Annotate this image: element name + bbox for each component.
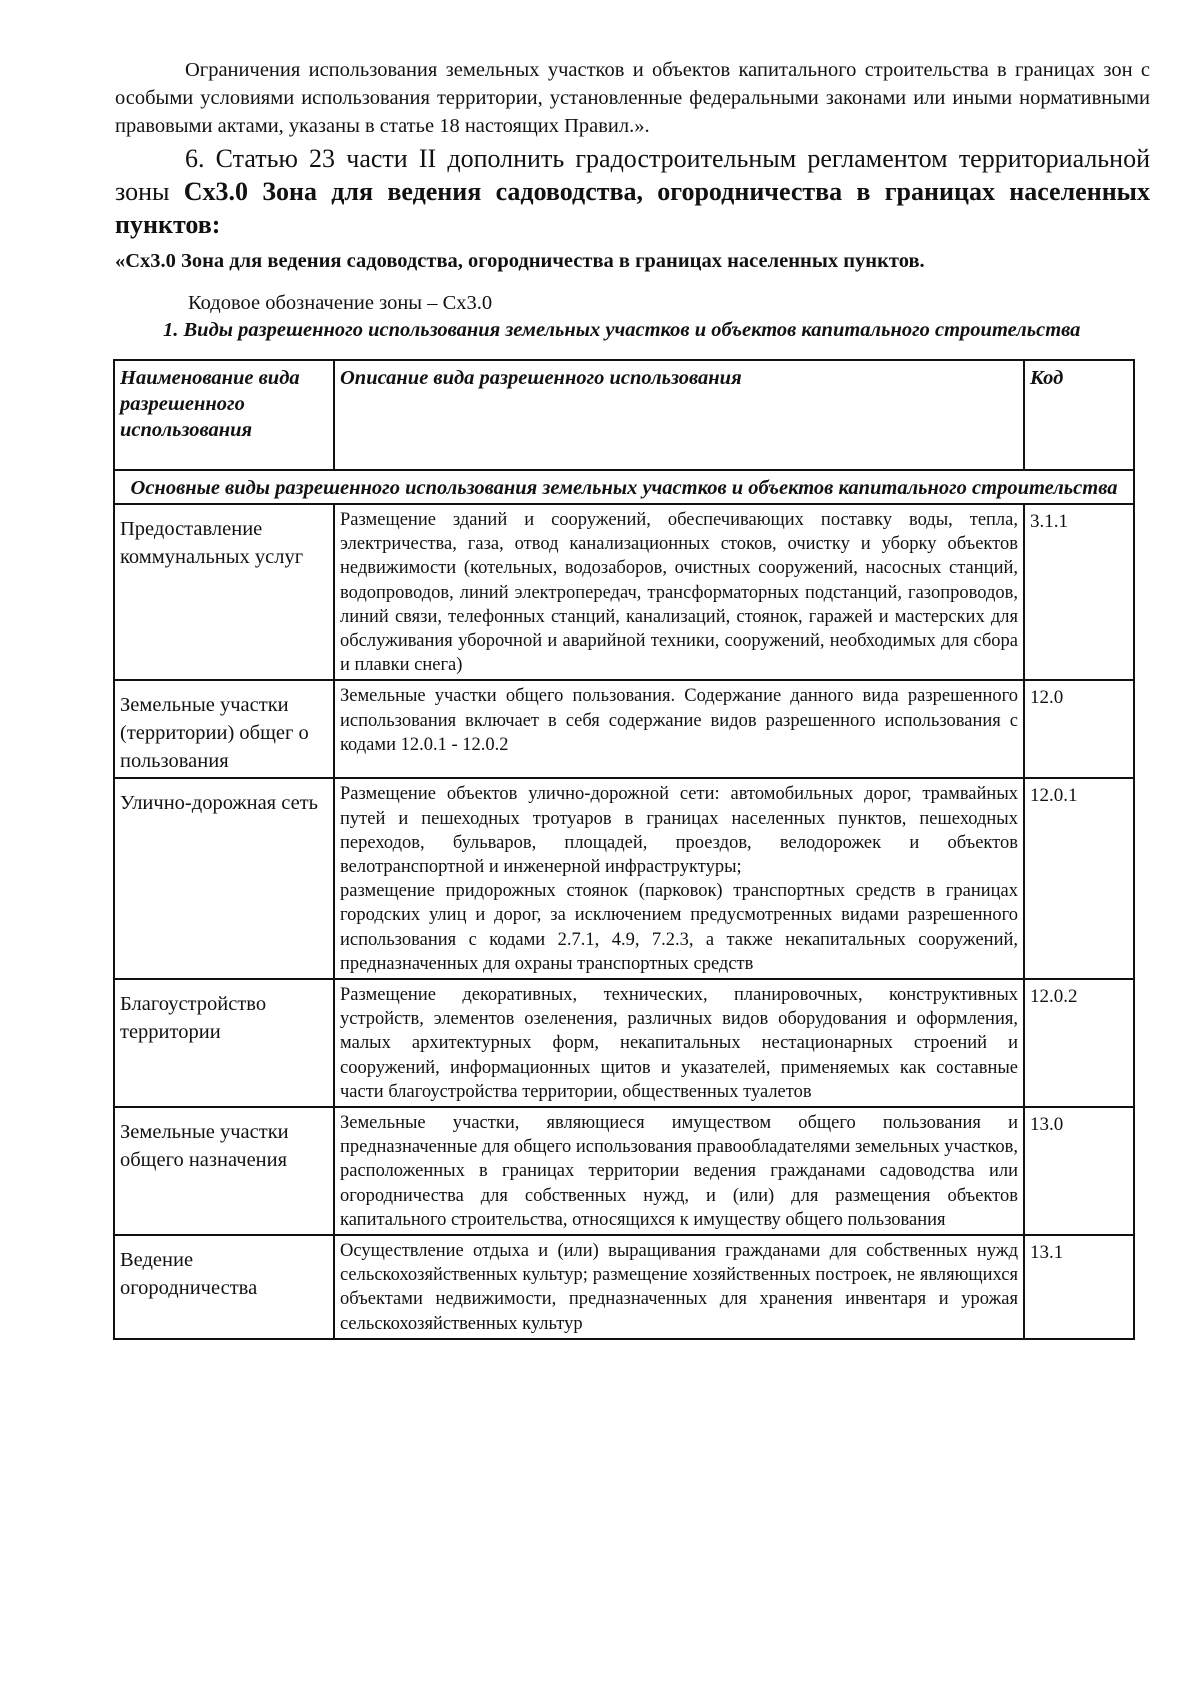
row-code: 13.0 bbox=[1024, 1107, 1134, 1235]
permitted-use-table bbox=[113, 359, 1135, 1340]
row-code: 12.0.1 bbox=[1024, 778, 1134, 979]
table-header-row bbox=[114, 360, 1134, 470]
row-description: Земельные участки общего пользования. Содержание данного вида разрешенного использования включает в себя содержание видов разрешенного использования с кодами 12.0.1 - 12.0.2 bbox=[334, 680, 1024, 778]
row-description: Земельные участки, являющиеся имуществом общего пользования и предназначенные для общего использования правообладателями земельных участков, расположенных в границах территории ведения гражданами садоводства или огородничества для собственных нужд, и (или) для размещения объектов капитального строительства, относящихся к имуществу общего пользования bbox=[334, 1107, 1024, 1235]
section-title: 1. Виды разрешенного использования земельных участков и объектов капитального строительства bbox=[163, 319, 1081, 341]
header-code: Код bbox=[1024, 360, 1134, 470]
row-code: 12.0 bbox=[1024, 680, 1134, 778]
table-row bbox=[114, 778, 1134, 979]
group-title: Основные виды разрешенного использования земельных участков и объектов капитального строительства bbox=[114, 470, 1134, 504]
header-description: Описание вида разрешенного использования bbox=[334, 360, 1024, 470]
row-name: Земельные участки общего назначения bbox=[114, 1107, 334, 1235]
row-name: Улично-дорожная сеть bbox=[114, 778, 334, 979]
row-code: 12.0.2 bbox=[1024, 979, 1134, 1107]
table-row bbox=[114, 680, 1134, 778]
row-name: Предоставление коммунальных услуг bbox=[114, 504, 334, 680]
row-code: 13.1 bbox=[1024, 1235, 1134, 1339]
table-row bbox=[114, 1107, 1134, 1235]
row-description bbox=[334, 778, 1024, 979]
table-row bbox=[114, 1235, 1134, 1339]
row-description: Размещение зданий и сооружений, обеспечивающих поставку воды, тепла, электричества, газа, отвод канализационных стоков, очистку и уборку объектов недвижимости (котельных, водозаборов, очистных сооружений, насосных станций, водопроводов, линий электропередач, трансформаторных подстанций, газопроводов, линий связи, телефонных станций, канализаций, стоянок, гаражей и мастерских для обслуживания уборочной и аварийной техники, сооружений, необходимых для сбора и плавки снега) bbox=[334, 504, 1024, 680]
row-description-part-1: Размещение объектов улично-дорожной сети: автомобильных дорог, трамвайных путей и пешеходных тротуаров в границах населенных пунктов, пешеходных переходов, бульваров, площадей, проездов, велодорожек и объектов велотранспортной и инженерной инфраструктуры; bbox=[340, 784, 1018, 878]
row-name: Благоустройство территории bbox=[114, 979, 334, 1107]
table-row bbox=[114, 979, 1134, 1107]
table-row bbox=[114, 504, 1134, 680]
row-description: Осуществление отдыха и (или) выращивания гражданами для собственных нужд сельскохозяйственных культур; размещение хозяйственных построек, не являющихся объектами недвижимости, предназначенных для хранения инвентаря и урожая сельскохозяйственных культур bbox=[334, 1235, 1024, 1339]
row-description-part-2: размещение придорожных стоянок (парковок) транспортных средств в границах городских улиц и дорог, за исключением предусмотренных видами разрешенного использования с кодами 2.7.1, 4.9, 7.2.3, а также некапитальных сооружений, предназначенных для охраны транспортных средств bbox=[340, 881, 1018, 974]
zone-code-line: Кодовое обозначение зоны – Сх3.0 bbox=[188, 292, 493, 314]
document-page bbox=[115, 56, 1150, 1340]
amendment-prefix: 6. Статью 23 части II дополнить градостроительным регламентом территориальной зоны bbox=[115, 144, 1150, 206]
row-code: 3.1.1 bbox=[1024, 504, 1134, 680]
amendment-paragraph bbox=[115, 142, 1150, 241]
amendment-zone-name: Сх3.0 Зона для ведения садоводства, огородничества в границах населенных пунктов: bbox=[115, 177, 1150, 239]
zone-title: «Сх3.0 Зона для ведения садоводства, огородничества в границах населенных пунктов. bbox=[115, 250, 925, 272]
header-name: Наименование вида разрешенного использования bbox=[114, 360, 334, 470]
intro-paragraph: Ограничения использования земельных участков и объектов капитального строительства в границах зон с особыми условиями использования территории, установленные федеральными законами или иными нормативными правовыми актами, указаны в статье 18 настоящих Правил.». bbox=[115, 59, 1150, 137]
row-description: Размещение декоративных, технических, планировочных, конструктивных устройств, элементов озеленения, различных видов оборудования и оформления, малых архитектурных форм, некапитальных нестационарных строений и сооружений, информационных щитов и указателей, применяемых как составные части благоустройства территории, общественных туалетов bbox=[334, 979, 1024, 1107]
row-name: Земельные участки (территории) общег о пользования bbox=[114, 680, 334, 778]
table-group-row bbox=[114, 470, 1134, 504]
row-name: Ведение огородничества bbox=[114, 1235, 334, 1339]
